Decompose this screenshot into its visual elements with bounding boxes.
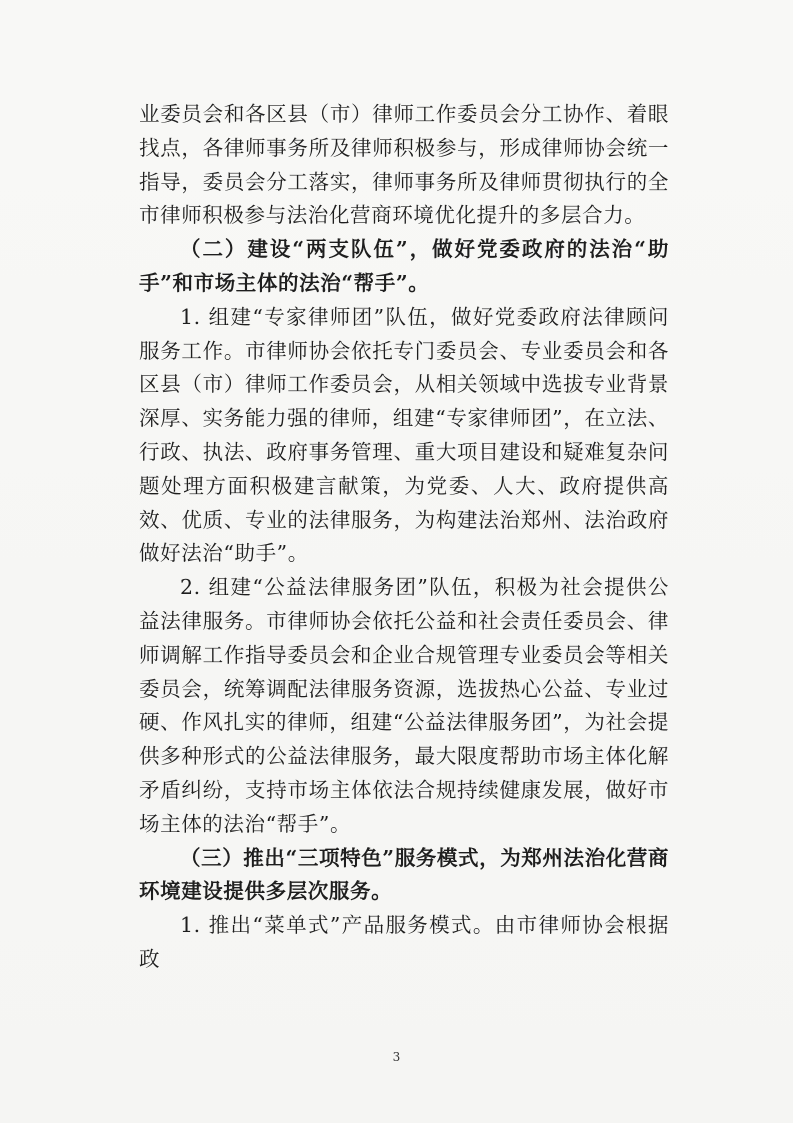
section-heading-two: （二）建设“两支队伍”，做好党委政府的法治“助手”和市场主体的法治“帮手”。 [139,237,669,295]
paragraph-continuation: 业委员会和各区县（市）律师工作委员会分工协作、着眼找点，各律师事务所及律师积极参与，形成律师协会统一指导，委员会分工落实，律师事务所及律师贯彻执行的全市律师积极参与法治化营商环境优化提升的多层合力。 [139,102,669,228]
section-heading-three: （三）推出“三项特色”服务模式，为郑州法治化营商环境建设提供多层次服务。 [139,845,669,904]
paragraph-public-legal-service-team: 2. 组建“公益法律服务团”队伍，积极为社会提供公益法律服务。市律师协会依托公益和社会责任委员会、律师调解工作指导委员会和企业合规管理专业委员会等相关委员会，统筹调配法律服务资源，选拔热心公益、专业过硬、作风扎实的律师，组建“公益法律服务团”，为社会提供多种形式的公益法律服务，最大限度帮助市场主体化解矛盾纠纷，支持市场主体依法合规持续健康发展，做好市场主体的法治“帮手”。 [139,575,669,836]
document-body [139,98,669,977]
page-number: 3 [392,1050,401,1064]
paragraph-expert-lawyer-team: 1. 组建“专家律师团”队伍，做好党委政府法律顾问服务工作。市律师协会依托专门委员会、专业委员会和各区县（市）律师工作委员会，从相关领域中选拔专业背景深厚、实务能力强的律师，组建“专家律师团”，在立法、行政、执法、政府事务管理、重大项目建设和疑难复杂问题处理方面积极建言献策，为党委、人大、政府提供高效、优质、专业的法律服务，为构建法治郑州、法治政府做好法治“助手”。 [139,304,669,566]
paragraph-menu-service-mode: 1. 推出“菜单式”产品服务模式。由市律师协会根据政 [139,913,669,971]
